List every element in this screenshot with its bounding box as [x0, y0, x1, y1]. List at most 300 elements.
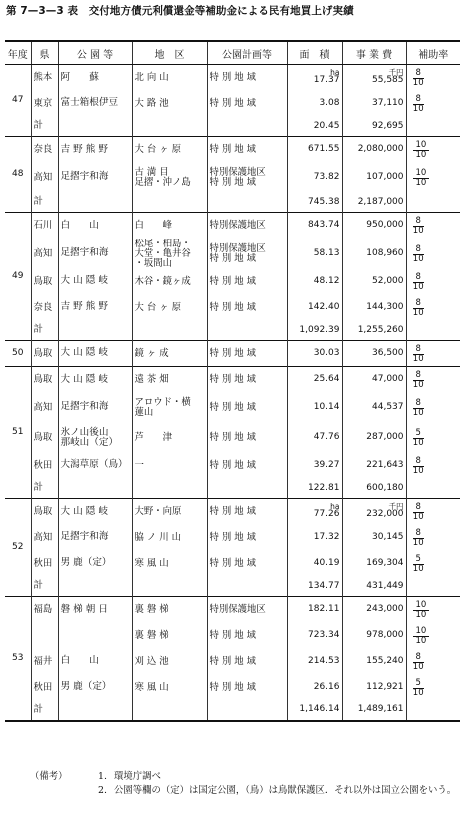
area-value: 26.16 — [313, 681, 340, 692]
rate-numerator: 8 — [413, 299, 424, 309]
rate-cell — [406, 193, 460, 213]
prefecture-cell: 高知 — [31, 525, 58, 551]
district-cell: 脇 ノ 川 山 — [132, 525, 207, 551]
header-year: 年度 — [5, 41, 31, 65]
table-row — [5, 675, 460, 701]
table-row — [5, 91, 460, 117]
plan-cell: 特 別 地 域 — [207, 295, 287, 321]
year-cell: 53 — [12, 652, 24, 663]
rate-denominator: 10 — [412, 379, 424, 390]
area-value: 40.19 — [313, 557, 340, 568]
area-value: 134.77 — [308, 580, 340, 591]
prefecture-cell: 福島 — [31, 597, 58, 623]
area-value: 58.13 — [313, 247, 340, 258]
district-cell — [132, 193, 207, 213]
year-group — [5, 367, 460, 499]
cost-cell — [342, 597, 406, 623]
prefecture-cell: 計 — [31, 321, 58, 341]
rate-cell — [406, 423, 460, 453]
rate-fraction — [413, 627, 430, 646]
cost-value: 232,000 — [366, 508, 404, 519]
park-cell: 足摺宇和海 — [58, 163, 132, 193]
cost-value: 36,500 — [372, 347, 404, 358]
notes-label: （備考） — [30, 771, 68, 782]
area-value: 47.76 — [313, 431, 340, 442]
table-row — [5, 499, 460, 525]
district-cell: アロウド・横 蓮山 — [132, 393, 207, 423]
total-row — [5, 701, 460, 721]
year-group — [5, 137, 460, 213]
rate-denominator: 10 — [412, 511, 424, 522]
cost-cell — [342, 623, 406, 649]
rate-cell — [406, 163, 460, 193]
cost-cell — [342, 321, 406, 341]
cost-value: 52,000 — [372, 275, 404, 286]
unit-label: ha — [330, 501, 340, 511]
rate-numerator: 8 — [413, 95, 424, 105]
table-title: 第 7—3—3 表 交付地方債元利償還金等補助金による民有地買上げ実績 — [6, 5, 354, 17]
plan-cell: 特 別 地 域 — [207, 525, 287, 551]
header-park-plan: 公園計画等 — [207, 41, 287, 65]
year-cell: 50 — [12, 347, 24, 358]
table-row — [5, 341, 460, 367]
park-cell: 氷ノ山後山 那岐山（定） — [58, 423, 132, 453]
rate-cell — [406, 341, 460, 367]
rate-numerator: 5 — [413, 555, 424, 565]
cost-cell — [342, 701, 406, 721]
plan-cell: 特 別 地 域 — [207, 423, 287, 453]
prefecture-cell: 計 — [31, 701, 58, 721]
plan-cell — [207, 479, 287, 499]
area-value: 1,146.14 — [299, 704, 340, 715]
total-row — [5, 577, 460, 597]
rate-denominator: 10 — [412, 353, 424, 364]
rate-denominator: 10 — [412, 537, 424, 548]
rate-denominator: 10 — [412, 225, 424, 236]
cost-cell — [342, 239, 406, 269]
park-cell: 吉 野 熊 野 — [58, 137, 132, 163]
park-cell: 吉 野 熊 野 — [58, 295, 132, 321]
park-cell: 大 山 隠 岐 — [58, 269, 132, 295]
plan-cell: 特 別 地 域 — [207, 65, 287, 91]
cost-value: 287,000 — [366, 431, 404, 442]
rate-cell — [406, 597, 460, 623]
plan-cell: 特 別 地 域 — [207, 551, 287, 577]
park-cell — [58, 623, 132, 649]
rate-cell — [406, 295, 460, 321]
rate-denominator: 10 — [415, 635, 427, 646]
cost-cell — [342, 91, 406, 117]
cost-cell — [342, 163, 406, 193]
rate-cell — [406, 649, 460, 675]
rate-denominator: 10 — [415, 609, 427, 620]
cost-cell — [342, 193, 406, 213]
plan-cell: 特 別 地 域 — [207, 137, 287, 163]
area-cell — [287, 239, 342, 269]
rate-denominator: 10 — [415, 149, 427, 160]
area-cell — [287, 675, 342, 701]
table-row — [5, 295, 460, 321]
plan-cell: 特 別 地 域 — [207, 499, 287, 525]
rate-cell — [406, 239, 460, 269]
rate-numerator: 10 — [413, 141, 430, 151]
rate-cell — [406, 269, 460, 295]
rate-fraction — [413, 95, 424, 114]
cost-cell — [342, 367, 406, 393]
area-cell — [287, 623, 342, 649]
prefecture-cell: 計 — [31, 193, 58, 213]
district-cell: 古 満 目 足摺・沖ノ島 — [132, 163, 207, 193]
cost-value: 221,643 — [366, 459, 404, 470]
rate-cell — [406, 453, 460, 479]
year-cell: 52 — [12, 541, 24, 552]
area-cell — [287, 597, 342, 623]
prefecture-cell: 秋田 — [31, 675, 58, 701]
rate-numerator: 8 — [413, 457, 424, 467]
cost-value: 431,449 — [366, 580, 404, 591]
rate-cell — [406, 117, 460, 137]
rate-fraction — [413, 169, 430, 188]
area-value: 48.12 — [313, 275, 340, 286]
rate-fraction — [413, 679, 424, 698]
table-row — [5, 649, 460, 675]
district-cell: 一 — [132, 453, 207, 479]
area-value: 25.64 — [313, 374, 340, 385]
cost-value: 37,110 — [372, 97, 404, 108]
area-cell — [287, 649, 342, 675]
cost-value: 47,000 — [372, 374, 404, 385]
plan-cell: 特 別 地 域 — [207, 269, 287, 295]
prefecture-cell: 計 — [31, 117, 58, 137]
area-value: 745.38 — [308, 196, 340, 207]
area-cell — [287, 453, 342, 479]
cost-value: 950,000 — [366, 220, 404, 231]
header-district: 地 区 — [132, 41, 207, 65]
park-cell — [58, 117, 132, 137]
plan-cell: 特別保護地区 — [207, 213, 287, 239]
rate-numerator: 8 — [413, 371, 424, 381]
district-cell: 木谷・鏡ヶ成 — [132, 269, 207, 295]
rate-fraction — [413, 69, 424, 88]
park-cell: 白 山 — [58, 213, 132, 239]
area-cell — [287, 479, 342, 499]
area-value: 671.55 — [308, 144, 340, 155]
table-row — [5, 525, 460, 551]
park-cell: 磐 梯 朝 日 — [58, 597, 132, 623]
district-cell: 寒 風 山 — [132, 675, 207, 701]
header-rate: 補助率 — [406, 41, 460, 65]
table-row — [5, 137, 460, 163]
table-row — [5, 393, 460, 423]
plan-cell: 特別保護地区 特 別 地 域 — [207, 239, 287, 269]
plan-cell: 特別保護地区 — [207, 597, 287, 623]
note-number: 2. — [98, 785, 107, 796]
total-row — [5, 193, 460, 213]
cost-value: 2,080,000 — [357, 144, 404, 155]
cost-value: 155,240 — [366, 655, 404, 666]
cost-value: 2,187,000 — [357, 196, 404, 207]
rate-denominator: 10 — [412, 687, 424, 698]
cost-value: 30,145 — [372, 531, 404, 542]
park-cell: 大 山 隠 岐 — [58, 499, 132, 525]
total-row — [5, 117, 460, 137]
cost-cell — [342, 479, 406, 499]
rate-cell — [406, 525, 460, 551]
rate-fraction — [413, 371, 424, 390]
prefecture-cell: 秋田 — [31, 551, 58, 577]
plan-cell: 特 別 地 域 — [207, 393, 287, 423]
cost-cell — [342, 295, 406, 321]
rate-denominator: 10 — [412, 563, 424, 574]
rate-denominator: 10 — [415, 177, 427, 188]
prefecture-cell: 奈良 — [31, 137, 58, 163]
rate-numerator: 10 — [413, 627, 430, 637]
cost-value: 600,180 — [366, 482, 404, 493]
rate-cell — [406, 499, 460, 525]
district-cell: 大 台 ヶ 原 — [132, 137, 207, 163]
area-cell — [287, 341, 342, 367]
rate-denominator: 10 — [412, 661, 424, 672]
note-number: 1. — [98, 771, 107, 782]
district-cell: 裏 磐 梯 — [132, 597, 207, 623]
prefecture-cell: 東京 — [31, 91, 58, 117]
cost-value: 55,585 — [372, 74, 404, 85]
rate-cell — [406, 577, 460, 597]
district-cell — [132, 701, 207, 721]
cost-value: 1,255,260 — [357, 324, 404, 335]
plan-cell: 特 別 地 域 — [207, 91, 287, 117]
park-cell: 大 山 隠 岐 — [58, 341, 132, 367]
cost-cell — [342, 137, 406, 163]
rate-cell — [406, 393, 460, 423]
header-row — [5, 41, 460, 65]
prefecture-cell: 福井 — [31, 649, 58, 675]
area-cell — [287, 269, 342, 295]
prefecture-cell — [31, 623, 58, 649]
prefecture-cell: 秋田 — [31, 453, 58, 479]
table-row — [5, 367, 460, 393]
park-cell: 阿 蘇 — [58, 65, 132, 91]
area-cell — [287, 193, 342, 213]
area-value: 17.32 — [313, 531, 340, 542]
table-row — [5, 239, 460, 269]
table-row — [5, 623, 460, 649]
rate-fraction — [413, 141, 430, 160]
rate-cell — [406, 551, 460, 577]
park-cell: 足摺宇和海 — [58, 239, 132, 269]
plan-cell — [207, 117, 287, 137]
cost-value: 112,921 — [366, 681, 404, 692]
unit-label: 千円 — [388, 67, 404, 77]
rate-numerator: 8 — [413, 217, 424, 227]
prefecture-cell: 高知 — [31, 393, 58, 423]
district-cell: 寒 風 山 — [132, 551, 207, 577]
rate-numerator: 5 — [413, 429, 424, 439]
cost-value: 243,000 — [366, 604, 404, 615]
area-cell — [287, 295, 342, 321]
district-cell — [132, 117, 207, 137]
district-cell: 芦 津 — [132, 423, 207, 453]
area-cell — [287, 577, 342, 597]
cost-value: 1,489,161 — [357, 704, 404, 715]
cost-cell — [342, 675, 406, 701]
rate-fraction — [413, 217, 424, 236]
plan-cell — [207, 321, 287, 341]
park-cell — [58, 193, 132, 213]
rate-denominator: 10 — [412, 465, 424, 476]
rate-cell — [406, 65, 460, 91]
park-cell: 足摺宇和海 — [58, 525, 132, 551]
rate-fraction — [413, 457, 424, 476]
cost-cell — [342, 499, 406, 525]
district-cell: 大 路 池 — [132, 91, 207, 117]
cost-value: 169,304 — [366, 557, 404, 568]
area-value: 142.40 — [308, 301, 340, 312]
cost-cell — [342, 649, 406, 675]
plan-cell: 特 別 地 域 — [207, 675, 287, 701]
area-cell — [287, 321, 342, 341]
rate-cell — [406, 213, 460, 239]
plan-cell: 特別保護地区 特 別 地 域 — [207, 163, 287, 193]
land-purchase-table — [5, 40, 460, 722]
year-cell: 47 — [12, 94, 24, 105]
rate-numerator: 8 — [413, 345, 424, 355]
prefecture-cell: 石川 — [31, 213, 58, 239]
park-cell — [58, 577, 132, 597]
total-row — [5, 321, 460, 341]
district-cell — [132, 577, 207, 597]
rate-numerator: 8 — [413, 273, 424, 283]
rate-fraction — [413, 299, 424, 318]
cost-value: 44,537 — [372, 401, 404, 412]
area-cell — [287, 117, 342, 137]
area-cell — [287, 551, 342, 577]
rate-denominator: 10 — [412, 103, 424, 114]
rate-denominator: 10 — [412, 407, 424, 418]
prefecture-cell: 高知 — [31, 163, 58, 193]
rate-numerator: 8 — [413, 529, 424, 539]
rate-fraction — [413, 529, 424, 548]
rate-numerator: 8 — [413, 653, 424, 663]
unit-label: ha — [330, 67, 340, 77]
cost-value: 978,000 — [366, 629, 404, 640]
rate-numerator: 10 — [413, 601, 430, 611]
rate-cell — [406, 321, 460, 341]
plan-cell — [207, 577, 287, 597]
header-cost: 事 業 費 — [342, 41, 406, 65]
area-value: 214.53 — [308, 655, 340, 666]
area-value: 73.82 — [313, 171, 340, 182]
area-cell — [287, 65, 342, 91]
header-area: 面 積 — [287, 41, 342, 65]
plan-cell: 特 別 地 域 — [207, 341, 287, 367]
cost-cell — [342, 525, 406, 551]
area-cell — [287, 423, 342, 453]
table-row — [5, 213, 460, 239]
park-cell — [58, 701, 132, 721]
rate-numerator: 10 — [413, 169, 430, 179]
table-row — [5, 423, 460, 453]
table-row — [5, 453, 460, 479]
area-cell — [287, 701, 342, 721]
area-cell — [287, 525, 342, 551]
rate-denominator: 10 — [412, 437, 424, 448]
rate-cell — [406, 137, 460, 163]
cost-cell — [342, 393, 406, 423]
header-park: 公 園 等 — [58, 41, 132, 65]
area-value: 20.45 — [313, 120, 340, 131]
year-cell: 49 — [12, 270, 24, 281]
cost-value: 144,300 — [366, 301, 404, 312]
district-cell: 白 峰 — [132, 213, 207, 239]
table-row — [5, 597, 460, 623]
table-row — [5, 163, 460, 193]
district-cell: 北 向 山 — [132, 65, 207, 91]
district-cell: 大 台 ヶ 原 — [132, 295, 207, 321]
district-cell: 鏡 ヶ 成 — [132, 341, 207, 367]
district-cell: 遠 茶 畑 — [132, 367, 207, 393]
cost-cell — [342, 453, 406, 479]
cost-value: 108,960 — [366, 247, 404, 258]
rate-denominator: 10 — [412, 77, 424, 88]
rate-fraction — [413, 345, 424, 364]
rate-denominator: 10 — [412, 281, 424, 292]
rate-fraction — [413, 555, 424, 574]
area-value: 1,092.39 — [299, 324, 340, 335]
rate-fraction — [413, 601, 430, 620]
area-cell — [287, 163, 342, 193]
district-cell: 松尾・柏島・ 大堂・亀井谷 ・坂間山 — [132, 239, 207, 269]
district-cell: 刈 込 池 — [132, 649, 207, 675]
rate-denominator: 10 — [412, 253, 424, 264]
rate-cell — [406, 623, 460, 649]
header-prefecture: 県 — [31, 41, 58, 65]
area-value: 77.26 — [313, 508, 340, 519]
plan-cell — [207, 701, 287, 721]
plan-cell: 特 別 地 域 — [207, 623, 287, 649]
prefecture-cell: 高知 — [31, 239, 58, 269]
park-cell: 白 山 — [58, 649, 132, 675]
total-row — [5, 479, 460, 499]
prefecture-cell: 鳥取 — [31, 499, 58, 525]
plan-cell: 特 別 地 域 — [207, 367, 287, 393]
year-group — [5, 65, 460, 137]
rate-numerator: 8 — [413, 399, 424, 409]
rate-fraction — [413, 273, 424, 292]
area-value: 3.08 — [319, 97, 340, 108]
area-value: 39.27 — [313, 459, 340, 470]
park-cell: 大 山 隠 岐 — [58, 367, 132, 393]
prefecture-cell: 熊本 — [31, 65, 58, 91]
district-cell — [132, 321, 207, 341]
district-cell: 裏 磐 梯 — [132, 623, 207, 649]
prefecture-cell: 鳥取 — [31, 341, 58, 367]
cost-cell — [342, 577, 406, 597]
rate-numerator: 8 — [413, 245, 424, 255]
park-cell: 大潟草原（鳥） — [58, 453, 132, 479]
rate-cell — [406, 479, 460, 499]
area-value: 17.37 — [313, 74, 340, 85]
cost-cell — [342, 341, 406, 367]
district-cell: 大野・向原 — [132, 499, 207, 525]
rate-fraction — [413, 503, 424, 522]
prefecture-cell: 鳥取 — [31, 367, 58, 393]
year-group — [5, 597, 460, 721]
area-cell — [287, 137, 342, 163]
park-cell: 男 鹿（定） — [58, 551, 132, 577]
area-cell — [287, 393, 342, 423]
year-cell: 51 — [12, 426, 24, 437]
